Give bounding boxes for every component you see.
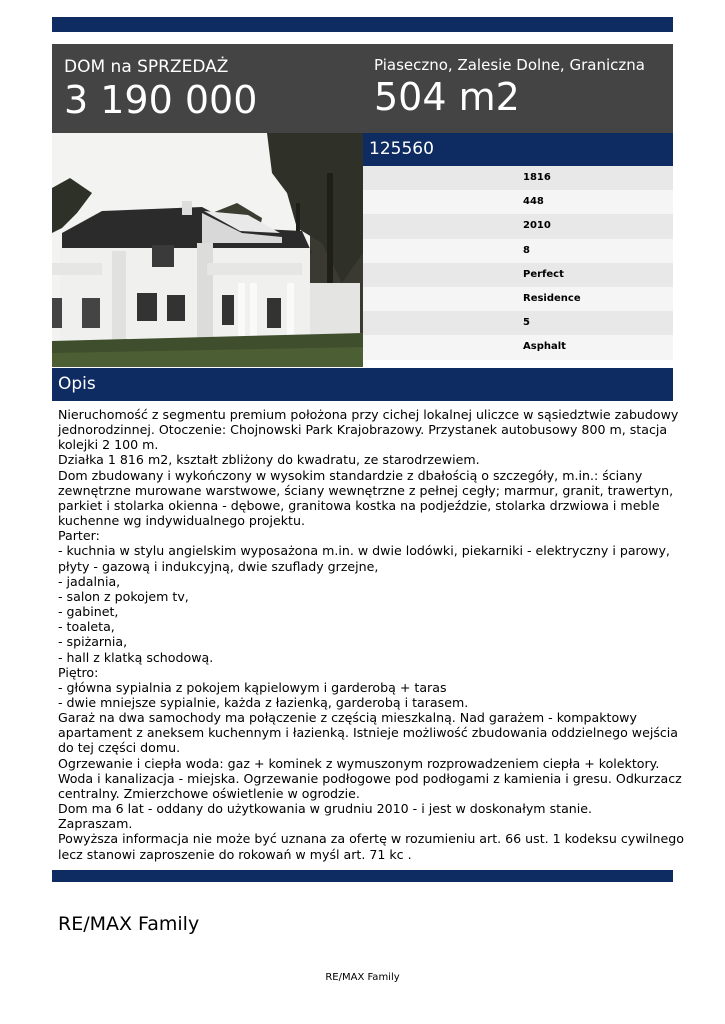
description-line: Powyższa informacja nie może być uznana za ofertę w rozumieniu art. 66 ust. 1 kodeksu cywilnego xyxy=(58,831,684,847)
listing-location: Piaseczno, Zalesie Dolne, Graniczna xyxy=(374,56,645,74)
description-heading: Opis xyxy=(58,374,96,394)
description-line: - spiżarnia, xyxy=(58,634,128,650)
description-line: Zapraszam. xyxy=(58,816,133,832)
description-line: - jadalnia, xyxy=(58,573,121,589)
description-line: jednorodzinnej. Otoczenie: Chojnowski Park Krajobrazowy. Przystanek autobusowy 800 m, stacja xyxy=(58,422,668,438)
spec-value: 2010 xyxy=(523,220,551,232)
listing-price: 3 190 000 xyxy=(64,78,258,122)
spec-row xyxy=(363,263,673,287)
description-line: zewnętrzne murowane warstwowe, ściany wewnętrzne z pełnej cegły; marmur, granit, trawertyn, xyxy=(58,482,674,498)
description-line: Dom ma 6 lat - oddany do użytkowania w grudniu 2010 - i jest w doskonałym stanie. xyxy=(58,801,593,817)
description-heading-bar xyxy=(52,368,673,401)
description-line: - główna sypialnia z pokojem kąpielowym i garderobą + taras xyxy=(58,679,447,695)
spec-row xyxy=(363,190,673,214)
description-line: kolejki 2 100 m. xyxy=(58,437,159,453)
description-line: centralny. Zmierzchowe oświetlenie w ogrodzie. xyxy=(58,785,360,801)
description-line: Woda i kanalizacja - miejska. Ogrzewanie podłogowe pod podłogami z kamienia i gresu. Odkurzacz xyxy=(58,770,682,786)
property-photo xyxy=(52,133,363,367)
description-line: kuchenne wg indywidualnego projektu. xyxy=(58,513,305,529)
page-footer: RE/MAX Family xyxy=(325,972,400,983)
spec-value: 8 xyxy=(523,244,530,256)
listing-id: 125560 xyxy=(369,139,434,159)
listing-area: 504 m2 xyxy=(374,75,520,119)
description-line: do tej części domu. xyxy=(58,740,181,756)
description-line: - kuchnia w stylu angielskim wyposażona m.in. w dwie lodówki, piekarniki - elektryczny i parowy, xyxy=(58,543,670,559)
description-line: Garaż na dwa samochody ma połączenie z częścią mieszkalną. Nad garażem - kompaktowy xyxy=(58,710,637,726)
spec-row xyxy=(363,214,673,238)
spec-value: 5 xyxy=(523,317,530,329)
spec-row xyxy=(363,311,673,335)
description-line: Działka 1 816 m2, kształt zbliżony do kwadratu, ze starodrzewiem. xyxy=(58,452,480,468)
spec-value: 1816 xyxy=(523,172,551,183)
bottom-accent-bar xyxy=(52,870,673,882)
spec-value: 448 xyxy=(523,196,544,208)
header-left xyxy=(64,56,257,120)
description-line: Parter: xyxy=(58,528,100,544)
spec-row xyxy=(363,287,673,311)
spec-value: Residence xyxy=(523,292,581,304)
description-line: lecz stanowi zaproszenie do rokowań w myśl art. 71 kc . xyxy=(58,846,412,862)
description-line: - dwie mniejsze sypialnie, każda z łazienką, garderobą i tarasem. xyxy=(58,694,469,710)
spec-table xyxy=(363,166,673,360)
description-line: apartament z aneksem kuchennym i łazienką. Istnieje możliwość zbudowania oddzielnego wejścia xyxy=(58,725,679,741)
agency-name: RE/MAX Family xyxy=(58,913,200,935)
description-text xyxy=(58,407,684,862)
top-accent-bar xyxy=(52,17,673,32)
villa-illustration xyxy=(52,133,363,367)
description-line: - salon z pokojem tv, xyxy=(58,588,189,604)
description-line: - gabinet, xyxy=(58,604,119,620)
description-line: płyty - gazową i indukcyjną, dwie szuflady grzejne, xyxy=(58,558,379,574)
description-line: Nieruchomość z segmentu premium położona przy cichej lokalnej uliczce w sąsiedztwie zabudowy xyxy=(58,407,679,422)
listing-id-bar xyxy=(363,133,673,166)
spec-row xyxy=(363,166,673,190)
description-line: parkiet i stolarka okienna - dębowe, granitowa kostka na podjeździe, stolarka drzwiowa i meble xyxy=(58,497,660,513)
listing-header xyxy=(52,44,673,133)
listing-type: DOM na SPRZEDAŻ xyxy=(64,57,229,77)
spec-value: Asphalt xyxy=(523,341,566,353)
spec-row xyxy=(363,335,673,359)
spec-row xyxy=(363,239,673,263)
header-right xyxy=(374,55,645,117)
spec-value: Perfect xyxy=(523,268,564,280)
description-line: - hall z klatką schodową. xyxy=(58,649,214,665)
description-line: Piętro: xyxy=(58,664,99,680)
description-line: Ogrzewanie i ciepła woda: gaz + kominek z wymuszonym rozprowadzeniem ciepła + kolektory. xyxy=(58,755,660,771)
description-line: - toaleta, xyxy=(58,619,115,635)
description-line: Dom zbudowany i wykończony w wysokim standardzie z dbałością o szczegóły, m.in.: ściany xyxy=(58,467,643,483)
